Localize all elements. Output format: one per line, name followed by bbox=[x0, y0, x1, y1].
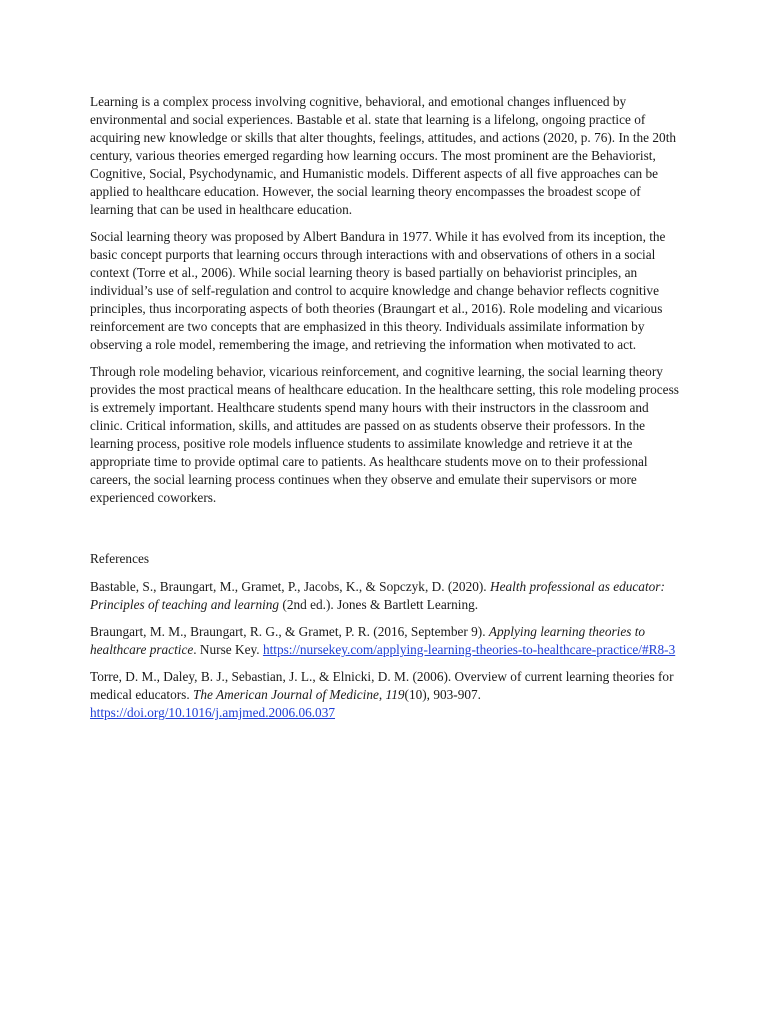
reference-separator: , bbox=[378, 687, 386, 702]
reference-braungart bbox=[90, 623, 680, 659]
reference-title: Health professional as educator: Principles of teaching and learning bbox=[90, 579, 665, 612]
paragraph-social-learning-theory: Social learning theory was proposed by Albert Bandura in 1977. While it has evolved from its inception, the basic concept purports that learning occurs through interactions with and observations of others in a social context (Torre et al., 2006). While social learning theory is based partially on behaviorist principles, an individual’s use of self-regulation and control to acquire knowledge and change behavior reflects cognitive principles, thus incorporating aspects of both theories (Braungart et al., 2016). Role modeling and vicarious reinforcement are two concepts that are emphasized in this theory. Individuals assimilate information by observing a role model, remembering the image, and retrieving the information when motivated to act. bbox=[90, 229, 666, 352]
paragraph-intro: Learning is a complex process involving cognitive, behavioral, and emotional changes influenced by environmental and social experiences. Bastable et al. state that learning is a lifelong, ongoing practice of acquiring new knowledge or skills that alter thoughts, feelings, attitudes, and actions (2020, p. 76). In the 20th century, various theories emerged regarding how learning occurs. The most prominent are the Behaviorist, Cognitive, Social, Psychodynamic, and Humanistic models. Different aspects of all five approaches can be applied to healthcare education. However, the social learning theory encompasses the broadest scope of learning that can be used in healthcare education. bbox=[90, 94, 677, 217]
reference-rest: . Nurse Key. bbox=[193, 642, 263, 657]
reference-rest: (2nd ed.). Jones & Bartlett Learning. bbox=[279, 597, 479, 612]
paragraph-role-modeling: Through role modeling behavior, vicarious reinforcement, and cognitive learning, the social learning theory provides the most practical means of healthcare education. In the healthcare setting, this role modeling process is extremely important. Healthcare students spend many hours with their instructors in the classroom and clinic. Critical information, skills, and attitudes are passed on as students observe their professors. In the learning process, positive role models influence students to assimilate knowledge and retrieve it at the appropriate time to provide optimal care to patients. As healthcare students move on to their professional careers, the social learning process continues when they observe and emulate their supervisors or more experienced coworkers. bbox=[90, 364, 679, 505]
document-body bbox=[90, 93, 680, 731]
reference-journal: The American Journal of Medicine bbox=[193, 687, 379, 702]
reference-volume: 119 bbox=[385, 687, 405, 702]
reference-torre bbox=[90, 668, 680, 722]
reference-bastable bbox=[90, 578, 680, 614]
reference-authors: Bastable, S., Braungart, M., Gramet, P., Jacobs, K., & Sopczyk, D. (2020). bbox=[90, 579, 490, 594]
reference-link-doi[interactable]: https://doi.org/10.1016/j.amjmed.2006.06.037 bbox=[90, 705, 336, 720]
reference-authors: Torre, D. M., Daley, B. J., Sebastian, J. L., & Elnicki, D. M. (2006). Overview of current learning theories for medical educators. bbox=[90, 669, 674, 702]
references-heading: References bbox=[90, 551, 150, 566]
reference-rest: (10), 903-907. bbox=[404, 687, 481, 702]
reference-title: Applying learning theories to healthcare practice bbox=[90, 624, 646, 657]
reference-link-nursekey[interactable]: https://nursekey.com/applying-learning-theories-to-healthcare-practice/#R8-3 bbox=[262, 642, 676, 657]
reference-authors: Braungart, M. M., Braungart, R. G., & Gramet, P. R. (2016, September 9). bbox=[90, 624, 489, 639]
